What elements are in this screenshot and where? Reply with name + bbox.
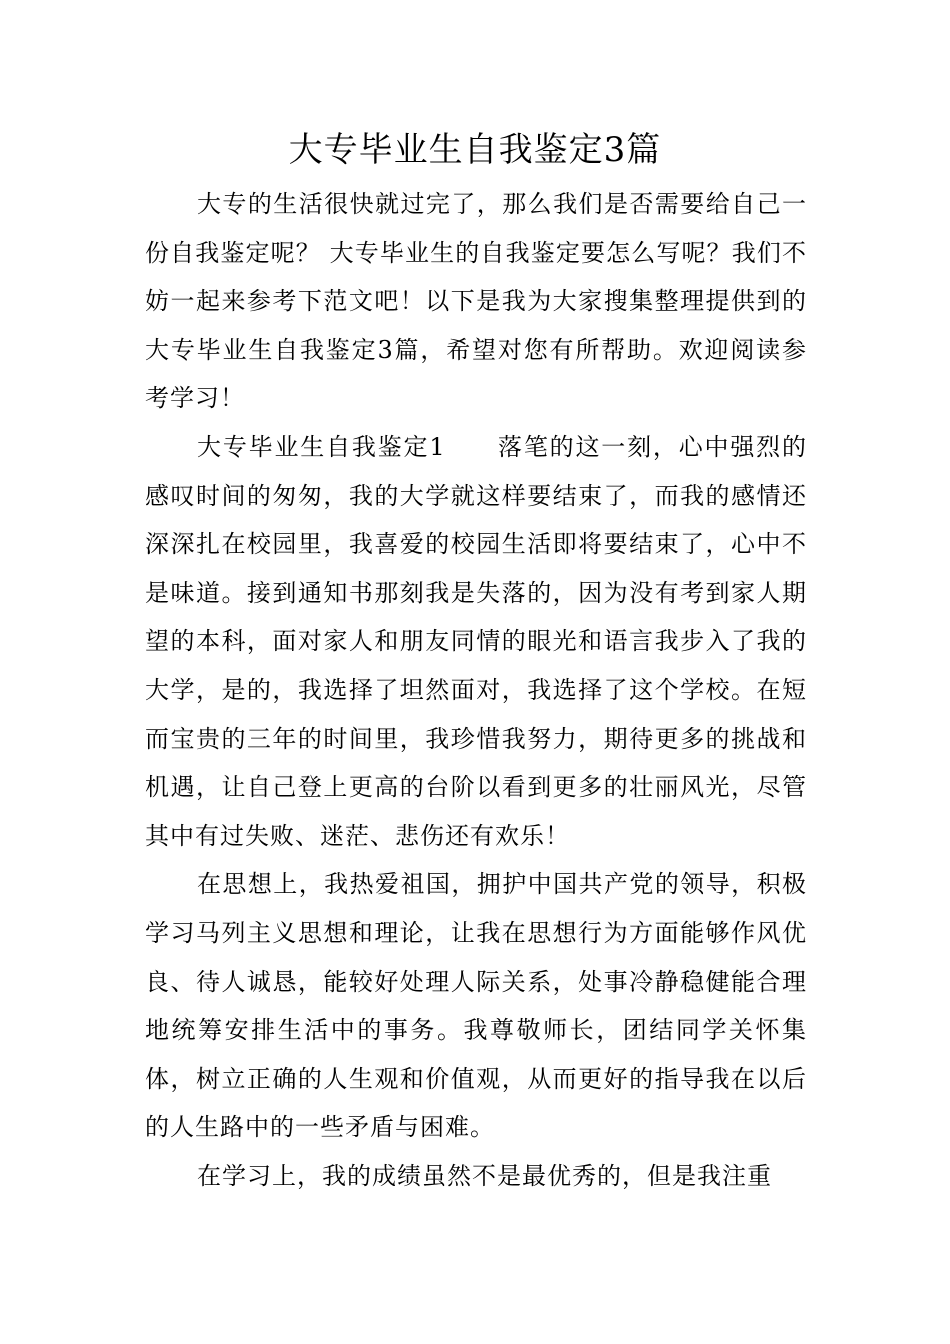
paragraph-essay-1: 大专毕业生自我鉴定1 落笔的这一刻，心中强烈的感叹时间的匆匆，我的大学就这样要结束了，而我的感情还深深扎在校园里，我喜爱的校园生活即将要结束了，心中不是味道。接到通知书那刻我是失落的，因为没有考到家人期望的本科，面对家人和朋友同情的眼光和语言我步入了我的大学，是的，我选择了坦然面对，我选择了这个学校。在短而宝贵的三年的时间里，我珍惜我努力，期待更多的挑战和机遇，让自己登上更高的台阶以看到更多的壮丽风光，尽管其中有过失败、迷茫、悲伤还有欢乐！ — [145, 432, 807, 850]
paragraph-thought: 在思想上，我热爱祖国，拥护中国共产党的领导，积极学习马列主义思想和理论，让我在思想行为方面能够作风优良、待人诚恳，能较好处理人际关系，处事冷静稳健能合理地统筹安排生活中的事务。我尊敬师长，团结同学关怀集体，树立正确的人生观和价值观，从而更好的指导我在以后的人生路中的一些矛盾与困难。 — [145, 870, 807, 1142]
document-body — [145, 180, 807, 1200]
paragraph-intro: 大专的生活很快就过完了，那么我们是否需要给自己一份自我鉴定呢？ 大专毕业生的自我鉴定要怎么写呢？我们不妨一起来参考下范文吧！以下是我为大家搜集整理提供到的大专毕业生自我鉴定3篇，希望对您有所帮助。欢迎阅读参考学习！ — [145, 190, 807, 413]
page-title: 大专毕业生自我鉴定3篇 — [288, 130, 662, 170]
paragraph-study: 在学习上，我的成绩虽然不是最优秀的，但是我注重 — [197, 1161, 772, 1190]
